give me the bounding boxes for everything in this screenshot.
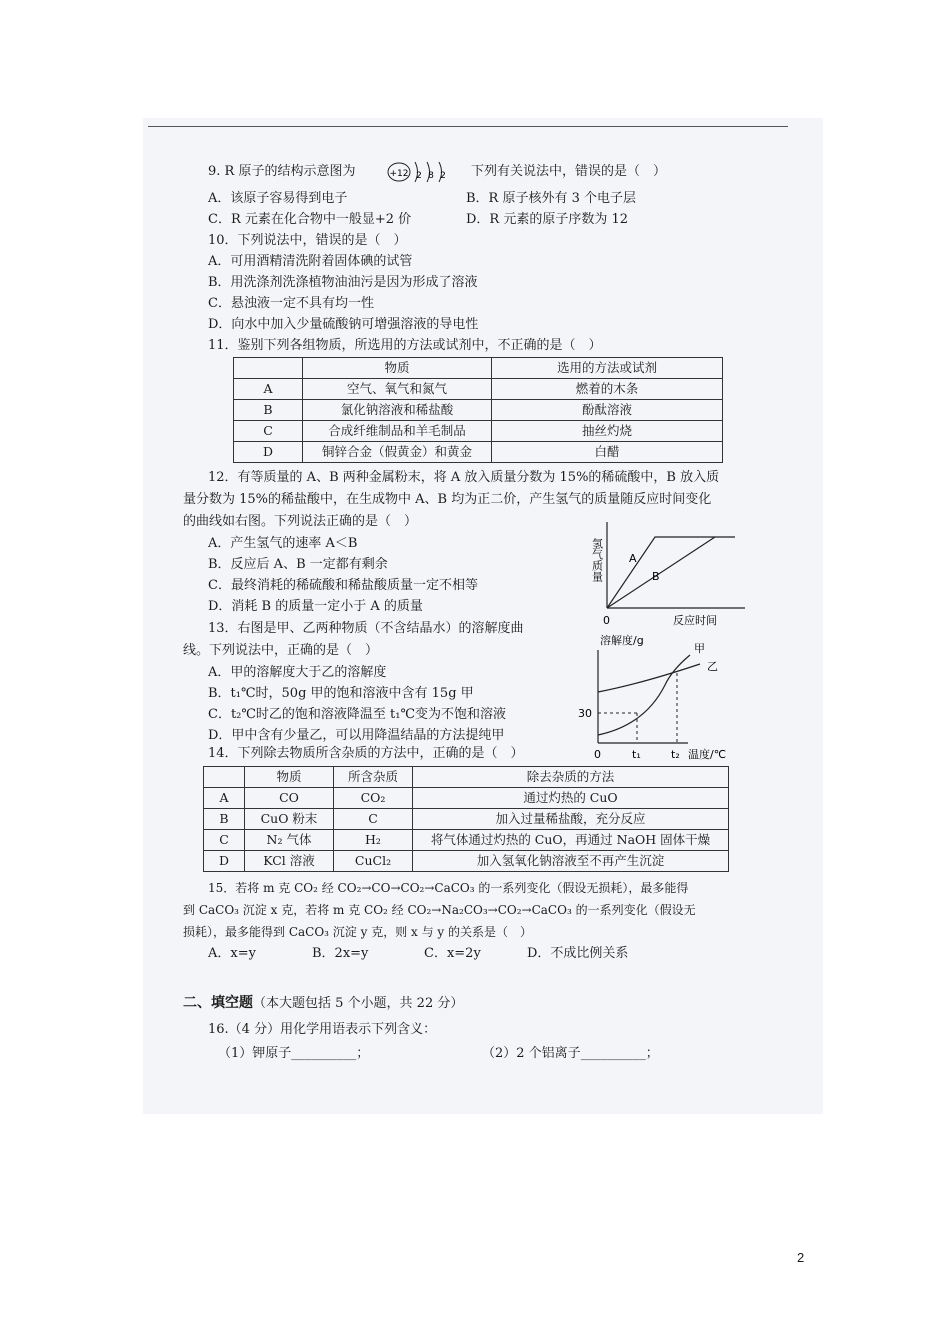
- q12-option-a: A．产生氢气的速率 A＜B: [208, 536, 358, 551]
- section-note: （本大题包括 5 个小题，共 22 分）: [253, 996, 464, 1011]
- table-cell: CO: [245, 788, 334, 809]
- q16-item-1: [218, 1046, 369, 1062]
- atom-shell-1: 2: [416, 171, 422, 181]
- table-cell: 氯化钠溶液和稀盐酸: [303, 400, 492, 421]
- table-row: [234, 400, 723, 421]
- q9-option-a: A．该原子容易得到电子: [208, 191, 348, 206]
- table-header-cell: 除去杂质的方法: [413, 767, 729, 788]
- table-header-cell: 选用的方法或试剂: [492, 358, 723, 379]
- table-cell: A: [234, 379, 303, 400]
- q9-option-d: D．R 元素的原子序数为 12: [466, 212, 629, 227]
- table-cell: A: [204, 788, 245, 809]
- q12-stem-line-3: 的曲线如右图。下列说法正确的是（ ）: [183, 514, 418, 529]
- table-cell: C: [204, 830, 245, 851]
- q9-option-b: B．R 原子核外有 3 个电子层: [466, 191, 637, 206]
- tick-30: 30: [578, 707, 592, 720]
- curve-a: [607, 537, 735, 608]
- atom-nucleus: +12: [389, 169, 409, 179]
- answer-blank[interactable]: __________: [580, 1046, 646, 1061]
- table-cell: D: [234, 442, 303, 463]
- atom-shell-3: 2: [440, 171, 446, 181]
- table-cell: 合成纤维制品和羊毛制品: [303, 421, 492, 442]
- table-cell: 酚酞溶液: [492, 400, 723, 421]
- table-cell: C: [234, 421, 303, 442]
- solubility-chart: [570, 630, 740, 765]
- chart-origin: 0: [594, 748, 601, 761]
- tick-t2: t₂: [671, 748, 680, 761]
- tick-t1: t₁: [632, 748, 641, 761]
- q16-item-2: [482, 1046, 659, 1062]
- table-row: [234, 379, 723, 400]
- q16-stem: 16.（4 分）用化学用语表示下列含义：: [208, 1022, 437, 1037]
- q15-stem-line-1: 15．若将 m 克 CO₂ 经 CO₂→CO→CO₂→CaCO₃ 的一系列变化（假设无损耗），最多能得: [208, 881, 689, 895]
- chart-x-label: 反应时间: [673, 614, 717, 627]
- curve-jia: [598, 655, 690, 735]
- section-title: 二、填空题: [183, 995, 253, 1011]
- table-header-row: [204, 767, 729, 788]
- table-cell: H₂: [334, 830, 413, 851]
- table-cell: 空气、氧气和氮气: [303, 379, 492, 400]
- table-cell: 加入过量稀盐酸，充分反应: [413, 809, 729, 830]
- page-number: 2: [797, 1250, 805, 1265]
- q12-option-c: C．最终消耗的稀硫酸和稀盐酸质量一定不相等: [208, 578, 478, 593]
- separator: ；: [645, 1046, 659, 1061]
- curve-yi-label: 乙: [707, 660, 718, 673]
- curve-b-label: B: [652, 570, 660, 583]
- table-cell: B: [234, 400, 303, 421]
- chart-y-label: 氢气质量: [590, 538, 604, 582]
- table-header-row: [234, 358, 723, 379]
- q9-option-c: C．R 元素在化合物中一般显+2 价: [208, 212, 412, 227]
- q13-option-b: B．t₁℃时，50g 甲的饱和溶液中含有 15g 甲: [208, 686, 474, 701]
- q15-option-d: D．不成比例关系: [527, 946, 629, 961]
- table-cell: 铜锌合金（假黄金）和黄金: [303, 442, 492, 463]
- q13-stem-line-2: 线。下列说法中，正确的是（ ）: [183, 643, 379, 658]
- chart-origin: 0: [603, 614, 610, 627]
- q14-stem: 14．下列除去物质所含杂质的方法中，正确的是（ ）: [208, 746, 524, 761]
- q12-stem-line-1: 12．有等质量的 A、B 两种金属粉末，将 A 放入质量分数为 15%的稀硫酸中，B 放入质: [208, 470, 720, 485]
- curve-yi: [598, 664, 700, 692]
- separator: ；: [356, 1046, 370, 1061]
- q15-option-a: A．x=y: [208, 946, 256, 961]
- table-cell: C: [334, 809, 413, 830]
- table-cell: CO₂: [334, 788, 413, 809]
- q15-option-c: C．x=2y: [424, 946, 481, 961]
- q11-table: [233, 357, 723, 463]
- table-header-cell: 物质: [303, 358, 492, 379]
- table-cell: CuCl₂: [334, 851, 413, 872]
- header-rule: [148, 126, 788, 127]
- q10-option-a: A．可用酒精清洗附着固体碘的试管: [208, 254, 413, 269]
- table-header-cell: 物质: [245, 767, 334, 788]
- q10-option-d: D．向水中加入少量硫酸钠可增强溶液的导电性: [208, 317, 479, 332]
- chart-x-label: 温度/℃: [688, 748, 727, 761]
- q13-option-d: D．甲中含有少量乙，可以用降温结晶的方法提纯甲: [208, 728, 505, 743]
- q12-option-b: B．反应后 A、B 一定都有剩余: [208, 557, 388, 572]
- table-header-cell: 所含杂质: [334, 767, 413, 788]
- table-cell: 加入氢氧化钠溶液至不再产生沉淀: [413, 851, 729, 872]
- q13-option-c: C．t₂℃时乙的饱和溶液降温至 t₁℃变为不饱和溶液: [208, 707, 507, 722]
- q10-option-b: B．用洗涤剂洗涤植物油油污是因为形成了溶液: [208, 275, 478, 290]
- q10-option-c: C．悬浊液一定不具有均一性: [208, 296, 374, 311]
- table-cell: CuO 粉末: [245, 809, 334, 830]
- q9-stem-a: 9. R 原子的结构示意图为: [208, 164, 356, 179]
- q16-item-1-label: （1）钾原子: [218, 1046, 292, 1061]
- q16-item-2-label: （2）2 个铝离子: [482, 1046, 581, 1061]
- q14-table: [203, 766, 729, 872]
- table-row: [234, 421, 723, 442]
- table-row: [204, 788, 729, 809]
- table-cell: 抽丝灼烧: [492, 421, 723, 442]
- atom-shell-2: 8: [428, 171, 434, 181]
- table-row: [204, 809, 729, 830]
- table-row: [204, 851, 729, 872]
- section-heading: [183, 995, 463, 1012]
- curve-b: [607, 537, 715, 608]
- table-cell: B: [204, 809, 245, 830]
- q15-option-b: B．2x=y: [312, 946, 369, 961]
- chart-y-label: 溶解度/g: [600, 634, 644, 647]
- curve-a-label: A: [629, 552, 637, 565]
- q9-stem-b: 下列有关说法中，错误的是（ ）: [471, 164, 667, 179]
- q13-stem-line-1: 13．右图是甲、乙两种物质（不含结晶水）的溶解度曲: [208, 621, 524, 636]
- curve-jia-label: 甲: [694, 642, 705, 655]
- table-row: [204, 830, 729, 851]
- q10-stem: 10．下列说法中，错误的是（ ）: [208, 233, 407, 248]
- q12-option-d: D．消耗 B 的质量一定小于 A 的质量: [208, 599, 423, 614]
- table-cell: D: [204, 851, 245, 872]
- table-cell: 通过灼热的 CuO: [413, 788, 729, 809]
- q11-stem: 11．鉴别下列各组物质，所选用的方法或试剂中，不正确的是（ ）: [208, 338, 602, 353]
- q15-stem-line-2: 到 CaCO₃ 沉淀 x 克，若将 m 克 CO₂ 经 CO₂→Na₂CO₃→CO₂→CaCO₃ 的一系列变化（假设无: [183, 903, 696, 917]
- table-cell: 燃着的木条: [492, 379, 723, 400]
- q12-stem-line-2: 量分数为 15%的稀盐酸中，在生成物中 A、B 均为正二价，产生氢气的质量随反应时间变化: [183, 492, 712, 507]
- table-row: [234, 442, 723, 463]
- table-cell: 将气体通过灼热的 CuO，再通过 NaOH 固体干燥: [413, 830, 729, 851]
- table-cell: N₂ 气体: [245, 830, 334, 851]
- atom-structure-diagram: [385, 154, 455, 186]
- hydrogen-mass-chart: [585, 512, 755, 632]
- table-cell: 白醋: [492, 442, 723, 463]
- table-header-cell: [234, 358, 303, 379]
- q13-option-a: A．甲的溶解度大于乙的溶解度: [208, 665, 387, 680]
- table-header-cell: [204, 767, 245, 788]
- answer-blank[interactable]: __________: [291, 1046, 357, 1061]
- q15-stem-line-3: 损耗），最多能得到 CaCO₃ 沉淀 y 克，则 x 与 y 的关系是（ ）: [183, 925, 533, 939]
- table-cell: KCl 溶液: [245, 851, 334, 872]
